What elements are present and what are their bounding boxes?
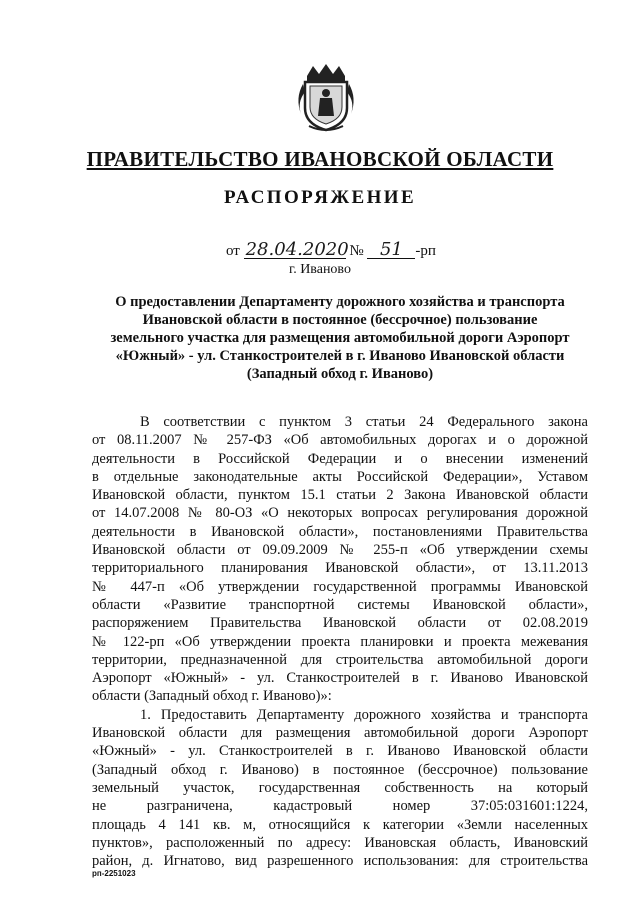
- body-line: «Южный» - ул. Станкостроителей в г. Иваново Ивановской области: [92, 743, 588, 760]
- body-line: Аэропорт «Южный» - ул. Станкостроителей в г. Иваново Ивановской: [92, 670, 588, 687]
- body-line: земельный участок, государственная собственность на который: [92, 779, 588, 796]
- number-suffix: -рп: [415, 243, 436, 259]
- body-line: (Западный обход г. Иваново) в постоянное (бессрочное) пользование: [92, 761, 588, 778]
- document-code: рп-2251023: [92, 869, 136, 878]
- body-line: № 447-п «Об утверждении государственной программы Ивановской: [92, 578, 588, 595]
- handwritten-date: 28.04.2020: [245, 239, 349, 260]
- body-line: в отдельные законодательные акты Российской Федерации», Уставом: [92, 468, 588, 485]
- body-line: № 122-рп «Об утверждении проекта планировки и проекта межевания: [92, 633, 588, 650]
- body-line: от 08.11.2007 № 257-ФЗ «Об автомобильных дорогах и о дорожной: [92, 432, 588, 449]
- body-line: Ивановской области от 09.09.2009 № 255-п «Об утверждении схемы: [92, 542, 588, 559]
- date-number-line: [226, 239, 436, 260]
- document-subject: [92, 293, 588, 383]
- handwritten-number: 51: [367, 242, 415, 259]
- body-line: области (Западный обход г. Иваново)»:: [92, 688, 332, 705]
- subject-line: (Западный обход г. Иваново): [246, 366, 434, 382]
- body-line: распоряжением Правительства Ивановской области от 02.08.2019: [92, 615, 588, 632]
- body-line: пунктов», расположенный по адресу: Ивановская область, Ивановский: [92, 834, 588, 851]
- subject-line: «Южный» - ул. Станкостроителей в г. Иваново Ивановской области: [115, 348, 565, 364]
- subject-line: земельного участка для размещения автомобильной дороги Аэропорт: [110, 330, 570, 346]
- body-line: территории, предназначенной для строительства автомобильной дороги: [92, 651, 588, 668]
- body-line: Ивановской области для размещения автомобильной дороги Аэропорт: [92, 725, 588, 742]
- body-line: не разграничена, кадастровый номер 37:05:031601:1224,: [92, 798, 588, 815]
- government-title: ПРАВИТЕЛЬСТВО ИВАНОВСКОЙ ОБЛАСТИ: [86, 147, 554, 171]
- subject-line: Ивановской области в постоянное (бессрочное) пользование: [142, 312, 538, 328]
- body-line: деятельности в Ивановской области», постановлениями Правительства: [92, 523, 588, 540]
- ivanovo-coat-of-arms-icon: [293, 62, 359, 134]
- document-body: [92, 413, 588, 870]
- number-sign: №: [349, 243, 364, 259]
- body-line: области «Развитие транспортной системы Ивановской области»,: [92, 596, 588, 613]
- body-line: Ивановской области, пунктом 15.1 статьи 2 Закона Ивановской области: [92, 487, 588, 504]
- body-line: территориального планирования Ивановской области», от 13.11.2013: [92, 560, 588, 577]
- subject-line: О предоставлении Департаменту дорожного хозяйства и транспорта: [115, 294, 565, 310]
- document-type: РАСПОРЯЖЕНИЕ: [223, 187, 417, 208]
- body-line: 1. Предоставить Департаменту дорожного хозяйства и транспорта: [140, 706, 588, 723]
- body-line: деятельности в Российской Федерации и о внесении изменений: [92, 450, 588, 467]
- city: г. Иваново: [289, 262, 351, 277]
- body-line: площадь 4 141 кв. м, относящийся к категории «Земли населенных: [92, 816, 588, 833]
- body-line: от 14.07.2008 № 80-ОЗ «О некоторых вопросах регулирования дорожной: [92, 505, 588, 522]
- date-prefix: от: [226, 243, 240, 259]
- body-line: В соответствии с пунктом 3 статьи 24 Федерального закона: [140, 414, 588, 430]
- body-line: район, д. Игнатово, вид разрешенного использования: для строительства: [92, 853, 588, 870]
